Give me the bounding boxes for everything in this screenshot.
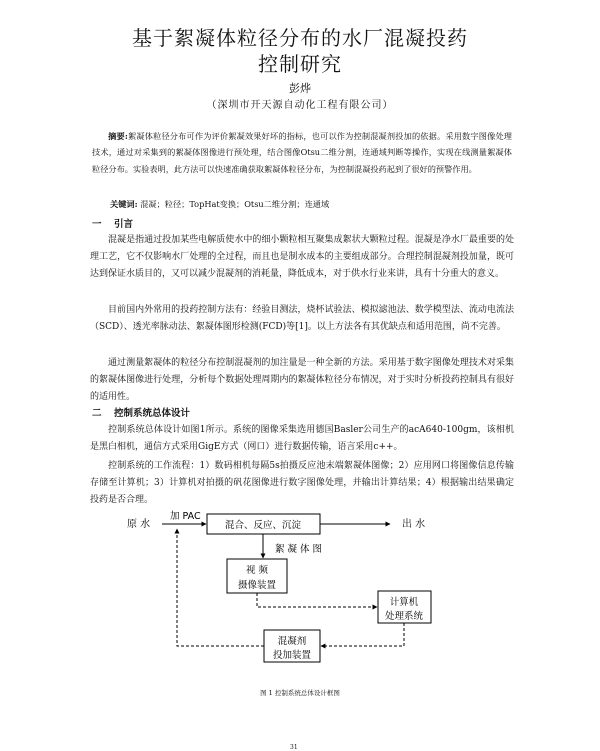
add-pac-label: 加 PAC — [170, 511, 201, 522]
computer-line2: 处理系统 — [384, 611, 424, 622]
section-1-paragraph-1-text: 混凝是指通过投加某些电解质使水中的细小颗粒相互聚集成絮状大颗粒过程。混凝是净水厂最重要的处理工艺，它不仅影响水厂处理的全过程，而且也是制水成本的主要组成部分。合理控制混凝剂投加量，既可达到保证水质目的，又可以减少混凝剂的消耗量，降低成本，对于供水行业来讲，具有十分重大的意义。 — [90, 235, 514, 279]
abstract-text: 絮凝体粒径分布可作为评价絮凝效果好坏的指标，也可以作为控制混凝剂投加的依据。采用数字图像处理技术，通过对采集到的絮凝体图像进行预处理，结合图像Otsu二维分割，连通域判断等操作，实现在线测量絮凝体粒径分布。实验表明，此方法可以快速准确获取絮凝体粒径分布，为控制混凝投药起到了很好的预警作用。 — [92, 131, 512, 174]
section-1-paragraph-3 — [90, 355, 514, 406]
section-2-paragraph-1-text: 控制系统总体设计如图1所示。系统的图像采集选用德国Basler公司生产的acA640-100gm，该相机是黑白相机，通信方式采用GigE方式（网口）进行数据传输，语言采用c++。 — [90, 425, 514, 452]
section-2-title: 控制系统总体设计 — [114, 408, 191, 419]
section-1-title: 引言 — [114, 219, 134, 230]
floc-image-label: 絮 凝 体 图 — [275, 544, 323, 555]
abstract — [92, 128, 512, 177]
keywords-label: 关键词: — [110, 199, 138, 209]
dosing-line1: 混凝剂 — [277, 636, 307, 647]
figure-caption: 图 1 控制系统总体设计框图 — [260, 689, 340, 697]
computer-line1: 计算机 — [389, 597, 419, 608]
section-1-paragraph-3-text: 通过测量絮凝体的粒径分布控制混凝剂的加注量是一种全新的方法。采用基于数字图像处理技术对采集的絮凝体图像进行处理，分析每个数据处理周期内的絮凝体粒径分布情况，对于实时分析投药控制具有很好的适用性。 — [90, 358, 514, 402]
control-system-diagram — [0, 508, 600, 668]
section-1-number: 一 — [92, 219, 102, 230]
computer-to-dosing-link — [321, 623, 404, 646]
paper-title-line1: 基于絮凝体粒径分布的水厂混凝投药 — [132, 26, 468, 50]
section-2-number: 二 — [92, 408, 102, 419]
section-2-heading — [92, 405, 190, 419]
raw-water-label: 原 水 — [127, 519, 151, 530]
keywords-text: 混凝；粒径；TopHat变换；Otsu二维分割；连通域 — [140, 199, 330, 209]
video-to-computer-link — [257, 593, 377, 607]
section-1-heading — [92, 216, 133, 230]
affiliation: （深圳市开天源自动化工程有限公司） — [206, 100, 394, 111]
section-1-paragraph-2-text: 目前国内外常用的投药控制方法有：经验目测法，烧杯试验法、模拟滤池法、数学模型法、流动电流法（SCD）、透光率脉动法、絮凝体图形检测(FCD)等[1]。以上方法各有其优缺点和适用范围，尚不完善。 — [90, 305, 514, 332]
section-1-paragraph-2 — [90, 302, 514, 336]
section-2-paragraph-2 — [90, 458, 514, 509]
section-1-paragraph-1 — [90, 232, 514, 283]
keywords — [110, 199, 530, 210]
page-number: 31 — [290, 744, 298, 751]
author: 彭烨 — [289, 82, 311, 95]
paper-title-line2: 控制研究 — [258, 52, 342, 76]
dosing-line2: 投加装置 — [272, 650, 312, 661]
abstract-label: 摘要: — [108, 131, 128, 141]
section-2-paragraph-2-text: 控制系统的工作流程：1）数码相机每隔5s拍摄反应池末端絮凝体图像；2）应用网口将图像信息传输存储至计算机；3）计算机对拍摄的矾花图像进行数字图像处理，并输出计算结果；4）根据输出结果确定投药是否合理。 — [90, 461, 514, 505]
section-2-paragraph-1 — [90, 422, 514, 456]
video-camera-line2: 摄像装置 — [237, 580, 277, 591]
outlet-label: 出 水 — [402, 519, 426, 530]
mixing-label: 混合、反应、沉淀 — [224, 520, 302, 531]
video-camera-line1: 视 频 — [245, 565, 269, 576]
